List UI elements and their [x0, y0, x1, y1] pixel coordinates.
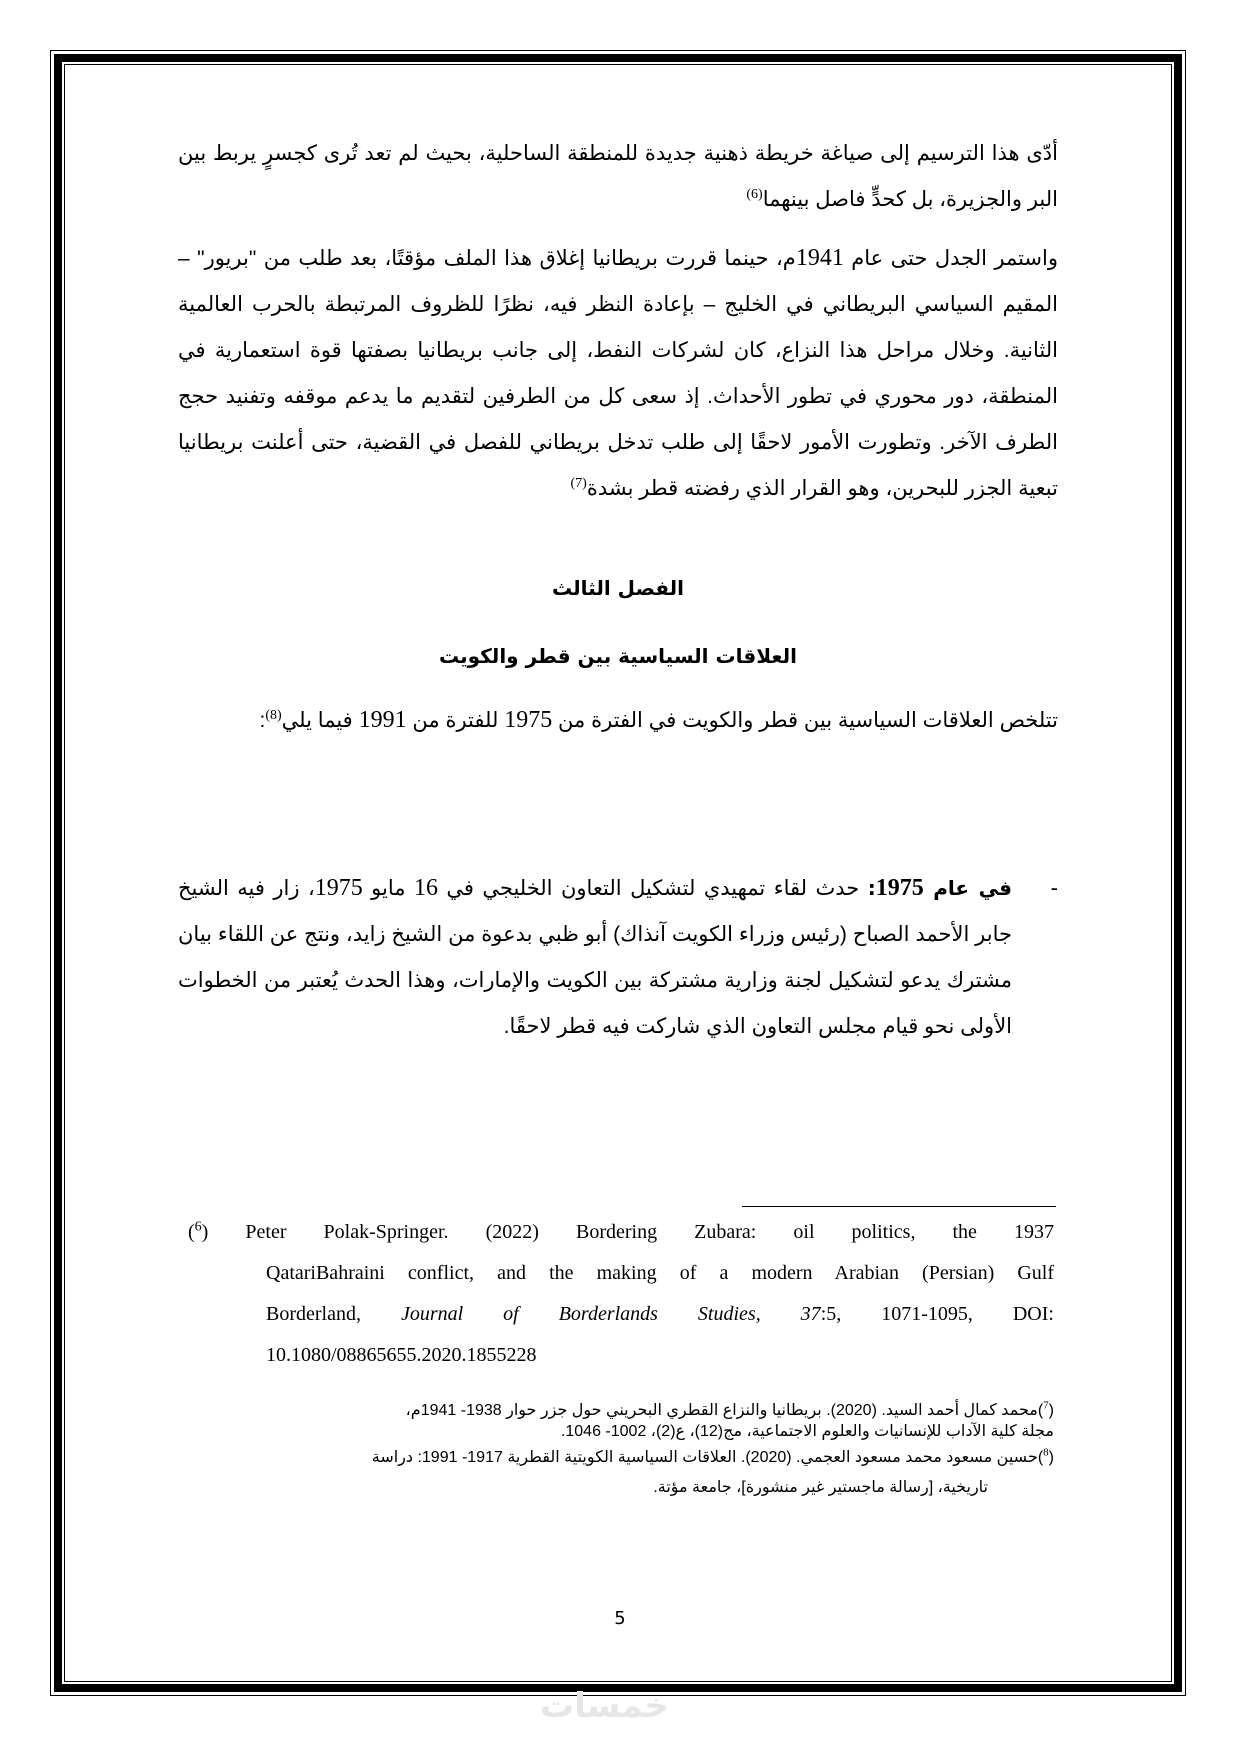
footnote-separator [742, 1206, 1056, 1207]
bullet-part2: مايو [362, 877, 414, 900]
footnote-6-author-tail: Borderland, [266, 1303, 401, 1325]
footnote-ref-7[interactable]: (7) [570, 476, 587, 491]
intro-part2: للفترة من [406, 709, 505, 732]
page-number: 5 [614, 1608, 626, 1629]
paragraph-2 [178, 235, 1058, 512]
bullet-lead [868, 876, 1012, 900]
footnote-7-line-2: مجلة كلية الآداب للإنسانيات والعلوم الاجتماعية، مج(12)، ع(2)، 1002- 1046. [560, 1423, 1054, 1440]
paragraph-2-text [178, 235, 1058, 512]
section-heading: العلاقات السياسية بين قطر والكويت [438, 644, 798, 668]
intro-text [178, 697, 1058, 744]
watermark-logo: خمسات [540, 1686, 669, 1726]
footnote-7 [188, 1400, 1054, 1442]
intro-paragraph [178, 697, 1058, 744]
footnote-6-line-2: QatariBahraini conflict, and the making of a modern Arabian (Persian) Gulf [266, 1262, 1054, 1284]
paragraph-2-part1: واستمر الجدل حتى عام [843, 247, 1058, 270]
footnote-7-line-1-text: محمد كمال أحمد السيد. (2020). بريطانيا والنزاع القطري البحريني حول جزر حوار 1938- 1941م، [405, 1402, 1038, 1419]
intro-part3: فيما يلي [281, 709, 359, 732]
footnote-6-line-1 [188, 1212, 1054, 1253]
intro-part1: تتلخص العلاقات السياسية بين قطر والكويت في الفترة من [552, 709, 1058, 732]
footnote-6-pages: :5, 1071-1095, DOI: [820, 1303, 1054, 1325]
footnote-6-journal: Journal of Borderlands Studies, 37 [400, 1303, 821, 1325]
footnote-6-doi[interactable]: 10.1080/08865655.2020.1855228 [266, 1344, 537, 1366]
footnote-7-line-1 [188, 1400, 1054, 1421]
bullet-lead-prefix: في عام [923, 876, 1012, 900]
footnote-8 [188, 1447, 1054, 1508]
paragraph-1-body: أدّى هذا الترسيم إلى صياغة خريطة ذهنية جديدة للمنطقة الساحلية، بحيث لم تعد تُرى كجسرٍ يربط بين البر والجزيرة، بل كحدٍّ فاصل بينهما [178, 142, 1058, 211]
bullet-year: 1975 [314, 875, 363, 901]
bullet-lead-year: 1975 [875, 875, 924, 901]
bullet-part1: حدث لقاء تمهيدي لتشكيل التعاون الخليجي في [437, 877, 868, 900]
footnote-6-line-3 [188, 1294, 1054, 1335]
intro-colon: : [259, 709, 266, 732]
paragraph-2-part2: م، حينما قررت بريطانيا إغلاق هذا الملف مؤقتًا، بعد طلب من "بريور" – المقيم السياسي البريطاني في الخليج – بإعادة النظر فيه، نظرًا للظروف المرتبطة بالحرب العالمية الثانية. وخلال مراحل هذا النزاع، كان لشركات النفط، إلى جانب بريطانيا بصفتها قوة استعمارية في المنطقة، دور محوري في تطور الأحداث. إذ سعى كل من الطرفين لتقديم ما يدعم موقفه وتفنيد حجج الطرف الآخر. وتطورت الأمور لاحقًا إلى طلب تدخل بريطاني للفصل في القضية، حتى أعلنت بريطانيا تبعية الجزر للبحرين، وهو القرار الذي رفضته قطر بشدة [178, 247, 1058, 500]
bullet-part3: ، زار فيه الشيخ جابر الأحمد الصباح (رئيس وزراء الكويت آنذاك) أبو ظبي بدعوة من الشيخ زايد، ونتج عن اللقاء بيان مشترك يدعو لتشكيل لجنة وزارية مشتركة بين الكويت والإمارات، وهذا الحدث يُعتبر من الخطوات الأولى نحو قيام مجلس التعاون الذي شاركت فيه قطر لاحقًا. [178, 877, 1012, 1038]
paragraph-2-year: 1941 [795, 245, 844, 271]
intro-year-from: 1975 [504, 707, 553, 733]
intro-year-to: 1991 [358, 707, 407, 733]
footnote-6-ref: ($^6$) [188, 1219, 209, 1243]
footnote-8-line-2: تاريخية، [رسالة ماجستير غير منشورة]، جامعة مؤتة. [653, 1479, 988, 1496]
bullet-day: 16 [413, 875, 438, 901]
paragraph-1-text [178, 131, 1058, 223]
chapter-heading: الفصل الثالث [551, 576, 684, 600]
footnote-ref-8[interactable]: (8) [265, 708, 282, 723]
footnote-6 [188, 1212, 1054, 1376]
bullet-text [178, 865, 1012, 1050]
bullet-item-1975 [178, 865, 1058, 1050]
footnote-ref-6[interactable]: (6) [746, 187, 763, 202]
footnote-8-line-1-text: حسين مسعود محمد مسعود العجمي. (2020). العلاقات السياسية الكويتية القطرية 1917- 1991: دراسة [371, 1449, 1038, 1466]
bullet-dash: - [1050, 875, 1058, 900]
footnote-6-line-1-text: Peter Polak-Springer. (2022) Bordering Zubara: oil politics, the 1937 [245, 1221, 1054, 1243]
footnote-7-ref: ($^7$) [1037, 1399, 1054, 1419]
paragraph-1 [178, 131, 1058, 223]
footnote-8-ref: ($^8$) [1037, 1446, 1054, 1466]
bullet-lead-suffix: : [867, 876, 876, 900]
footnote-8-line-1 [188, 1447, 1054, 1468]
